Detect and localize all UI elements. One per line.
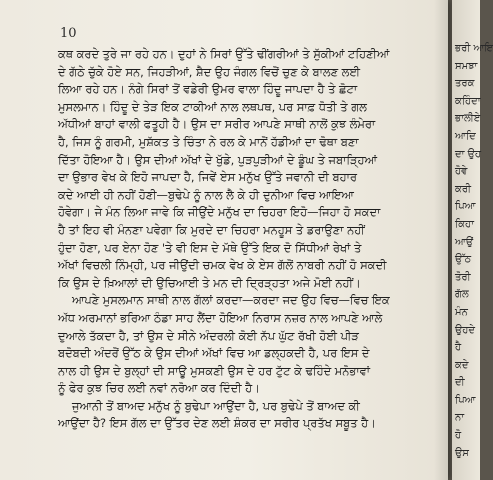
text-line: ਆਉਂਦਾ ਹੈ? ਇਸ ਗੱਲ ਦਾ ਉੱਤਰ ਦੇਣ ਲਈ ਸ਼ੰਕਰ ਦਾ ਸਰੀਰ ਪ੍ਰਤੱਖ ਸਬੂਤ ਹੈ। — [58, 416, 376, 431]
text-line: ਆਪਣੇ ਮੁਸਲਮਾਨ ਸਾਥੀ ਨਾਲ ਗੱਲਾਂ ਕਰਦਾ—ਕਰਦਾ ਜਦ ਉਹ ਵਿਚ—ਵਿਚ ਇਕ — [72, 293, 390, 308]
adjacent-page-text-fragment: ਹੋਵੇ — [455, 166, 468, 178]
adjacent-page-text-fragment: ਸਮਝਾ — [455, 60, 478, 72]
adjacent-page-text-fragment: ਭਾਲੀਏ — [455, 113, 481, 125]
adjacent-page-text-fragment: ਗੱਲ — [455, 289, 469, 301]
page-gutter-shadow — [434, 0, 448, 480]
adjacent-page-text-fragment: ਹੈ — [455, 342, 462, 354]
text-line: ਦੇ ਗੱਠੇ ਚੁੱਕੇ ਹੋਏ ਸਨ, ਜਿਹੜੀਆਂ, ਸ਼ੈਦ ਉਹ ਜੰਗਲ ਵਿਚੋਂ ਚੁਣ ਕੇ ਬਾਲਣ ਲਈ — [58, 64, 360, 79]
adjacent-page-text-fragment: ਤੋਰੀ — [455, 271, 471, 283]
text-line: ਲਿਆ ਰਹੇ ਹਨ। ਨੰਗੇ ਸਿਰਾਂ ਤੋਂ ਵਡੇਰੀ ਉਮਰ ਵਾਲਾ ਹਿੰਦੂ ਜਾਪਦਾ ਹੈ ਤੇ ਛੋਟਾ — [58, 82, 358, 97]
adjacent-page-text-fragment: ਨਾ — [455, 412, 465, 424]
text-line: ਹੁੰਦਾ ਹੋਣਾ, ਪਰ ਏਨਾ ਹੋਣ 'ਤੇ ਵੀ ਇਸ ਦੇ ਮੱਥੇ ਉੱਤੇ ਇਕ ਦੋ ਸਿੱਧੀਆਂ ਰੇਖਾਂ ਤੇ — [58, 240, 362, 255]
adjacent-page-text-fragment: ਹੋ — [455, 430, 462, 442]
adjacent-page-text-fragment: ਉਸ — [455, 447, 469, 459]
text-line: ਅੱਧ ਅਰਮਾਨਾਂ ਭਰਿਆ ਠੰਡਾ ਸਾਹ ਲੈਂਦਾ ਹੋਇਆ ਨਿਰਾਸ ਨਜ਼ਰ ਨਾਲ ਆਪਣੇ ਆਲੇ — [58, 310, 383, 325]
adjacent-page-text-fragment: ਪਿਆ — [455, 201, 476, 213]
adjacent-page-text-fragment: ਮੰਨ — [455, 306, 468, 318]
page-number: 10 — [60, 26, 77, 41]
adjacent-page-text-fragment: ਦਾ ਉਹ — [455, 148, 482, 160]
adjacent-page-text-fragment: ਦੀ — [455, 377, 465, 389]
text-line: ਅੱਖਾਂ ਵਿਚਲੀ ਨਿੰਮ੍ਹੀ, ਪਰ ਜੀਉਂਦੀ ਚਮਕ ਵੇਖ ਕੇ ਏਸ ਗੱਲੋਂ ਨਾਬਰੀ ਨਹੀਂ ਹੋ ਸਕਦੀ — [58, 258, 387, 273]
text-line: ਕਿ ਉਸ ਦੇ ਖ਼ਿਆਲਾਂ ਦੀ ਉਚਿਆਈ ਤੇ ਮਨ ਦੀ ਦ੍ਰਿੜ੍ਹਤਾ ਅਜੇ ਮੋਈ ਨਹੀਂ। — [58, 275, 361, 290]
text-line: ਅੱਧੀਆਂ ਬਾਹਾਂ ਵਾਲੀ ਫਤੂਹੀ ਹੈ। ਉਸ ਦਾ ਸਰੀਰ ਆਪਣੇ ਸਾਥੀ ਨਾਲੋਂ ਕੁਝ ਲੰਮੇਰਾ — [58, 117, 376, 132]
text-line: ਹੈ, ਜਿਸ ਨੂੰ ਗਰਮੀ, ਮੁਸ਼ੱਕਤ ਤੇ ਚਿੰਤਾ ਨੇ ਰਲ ਕੇ ਮਾਨੋਂ ਹੱਡੀਆਂ ਦਾ ਢੋਥਾ ਬਣਾ — [58, 134, 359, 149]
text-line: ਹੋਵੇਗਾ। ਜੇ ਮੰਨ ਲਿਆ ਜਾਵੇ ਕਿ ਜੀਉਂਦੇ ਮਨੁੱਖ ਦਾ ਚਿਹਰਾ ਇਹੋ—ਜਿਹਾ ਹੋ ਸਕਦਾ — [58, 205, 381, 220]
adjacent-page-text-fragment: ਆਦਿ — [455, 130, 476, 142]
adjacent-page-text-fragment: ਉੱਠ — [455, 254, 472, 266]
text-line: ਨੂੰ ਫੇਰ ਕੁਝ ਚਿਰ ਲਈ ਨਵਾਂ ਨਰੋਆ ਕਰ ਦਿੰਦੀ ਹੈ। — [58, 381, 260, 396]
adjacent-page-text-fragment: ਕਰੀ — [455, 183, 472, 195]
adjacent-page-text-fragment: ਭਰੀ ਆਇ — [455, 43, 493, 54]
adjacent-page-text-fragment: ਕਦੇ — [455, 359, 469, 371]
adjacent-page-edge — [452, 0, 493, 480]
text-line: ਕਥ ਕਰਦੇ ਤੁਰੇ ਜਾ ਰਹੇ ਹਨ। ਦੁਹਾਂ ਨੇ ਸਿਰਾਂ ਉੱਤੇ ਢੀਂਗਰੀਆਂ ਤੇ ਸੁੱਕੀਆਂ ਟਹਿਣੀਆਂ — [58, 47, 390, 61]
body-text — [58, 46, 438, 433]
text-line: ਨਾਲ ਹੀ ਉਸ ਦੇ ਬੁਲ੍ਹਾਂ ਦੀ ਸਾਊ ਮੁਸਕਣੀ ਉਸ ਦੇ ਹਰ ਟੁੱਟ ਕੇ ਢਹਿੰਦੇ ਮਨੋਭਾਵਾਂ — [58, 363, 370, 378]
text-line: ਹੈ ਤਾਂ ਇਹ ਵੀ ਮੰਨਣਾ ਪਵੇਗਾ ਕਿ ਮੁਰਦੇ ਦਾ ਚਿਹਰਾ ਮਨਹੂਸ ਤੇ ਡਰਾਉਣਾ ਨਹੀਂ — [58, 222, 365, 237]
text-line: ਬਦੋਬਦੀ ਅੰਦਰੋਂ ਉੱਠ ਕੇ ਉਸ ਦੀਆਂ ਅੱਖਾਂ ਵਿਚ ਆ ਡਲ੍ਹਕਦੀ ਹੈ, ਪਰ ਇਸ ਦੇ — [58, 346, 370, 361]
text-line: ਦੁਆਲੇ ਤੱਕਦਾ ਹੈ, ਤਾਂ ਉਸ ਦੇ ਸੀਨੇ ਅੰਦਰਲੀ ਕੋਈ ਨੱਪ ਘੁੱਟ ਰੱਖੀ ਹੋਈ ਪੀੜ — [58, 328, 359, 343]
text-line: ਦਿੱਤਾ ਹੋਇਆ ਹੈ। ਉਸ ਦੀਆਂ ਅੱਖਾਂ ਦੇ ਖੁੱਡੇ, ਪੁੜਪੁੜੀਆਂ ਦੇ ਡੂੰਘ ਤੇ ਜਬਾੜ੍ਹਿਆਂ — [58, 152, 377, 167]
text-line: ਦਾ ਉਭਾਰ ਵੇਖ ਕੇ ਇਹੋ ਜਾਪਦਾ ਹੈ, ਜਿਵੇਂ ਏਸ ਮਨੁੱਖ ਉੱਤੇ ਜਵਾਨੀ ਦੀ ਬਹਾਰ — [58, 170, 357, 185]
adjacent-page-text-fragment: ਕਿਹਾ — [455, 218, 475, 230]
adjacent-page-text-fragment: ਕਹਿੰਦਾ — [455, 95, 481, 107]
adjacent-page-fragments — [452, 0, 493, 462]
text-line: ਮੁਸਲਮਾਨ। ਹਿੰਦੂ ਦੇ ਤੇੜ ਇਕ ਟਾਕੀਆਂ ਨਾਲ ਲਥਪਥ, ਪਰ ਸਾਫ਼ ਧੋਤੀ ਤੇ ਗਲ — [58, 99, 367, 114]
adjacent-page-text-fragment: ਆਉਂ — [455, 236, 474, 248]
adjacent-page-text-fragment: ਤਰਕ — [455, 78, 475, 90]
adjacent-page-text-fragment: ਪਿਆ — [455, 394, 476, 406]
text-line: ਜੁਆਨੀ ਤੋਂ ਬਾਅਦ ਮਨੁੱਖ ਨੂੰ ਬੁਢੇਪਾ ਆਉਂਦਾ ਹੈ, ਪਰ ਬੁਢੇਪੇ ਤੋਂ ਬਾਅਦ ਕੀ — [72, 398, 360, 413]
adjacent-page-text-fragment: ਉਹਦੇ — [455, 324, 475, 336]
text-line: ਕਦੇ ਆਈ ਹੀ ਨਹੀਂ ਹੋਣੀ—ਬੁਢੇਪੇ ਨੂੰ ਨਾਲ ਲੈ ਕੇ ਹੀ ਦੁਨੀਆ ਵਿਚ ਆਇਆ — [58, 187, 354, 202]
